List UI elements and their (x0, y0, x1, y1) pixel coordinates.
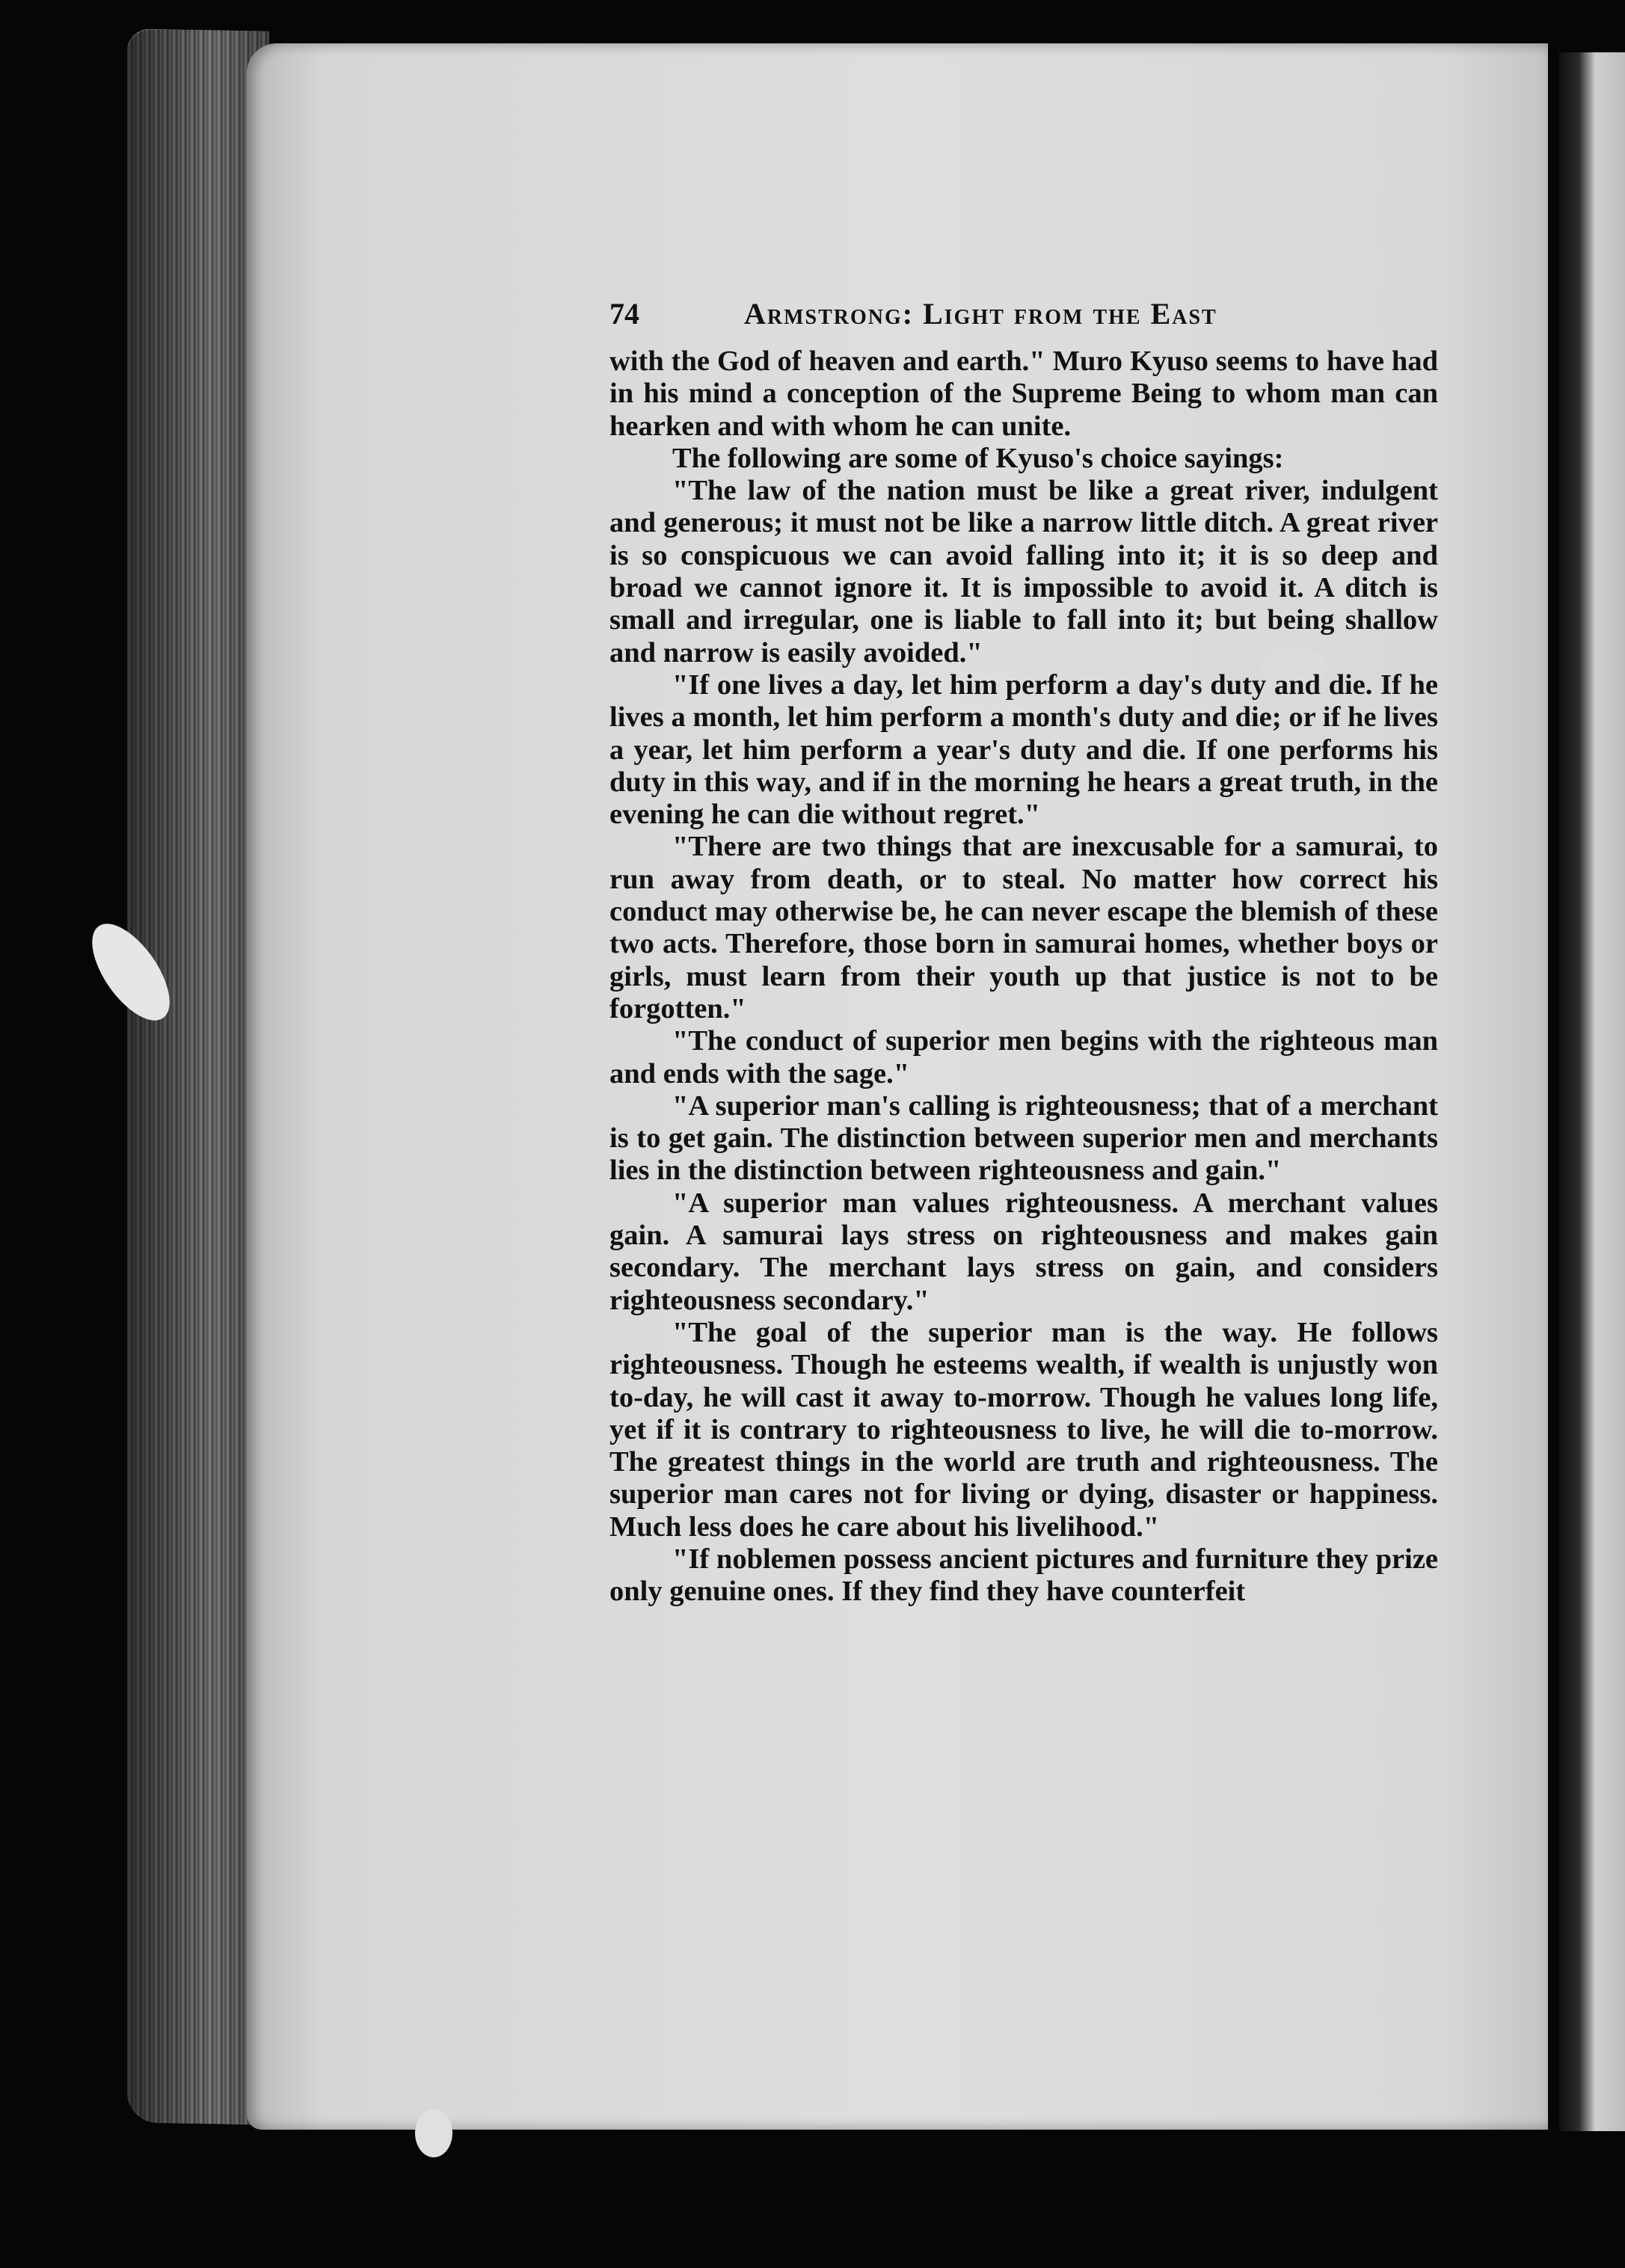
paragraph: "A superior man's calling is righteousness; that of a merchant is to get gain. The distinction between superior men and merchants lies in the distinction between righteousness and gain." (609, 1090, 1438, 1187)
paragraph: "The conduct of superior men begins with the righteous man and ends with the sage." (609, 1025, 1438, 1090)
paragraph: The following are some of Kyuso's choice sayings: (672, 442, 1284, 474)
running-head (609, 298, 1438, 342)
paragraph: "The law of the nation must be like a great river, indulgent and generous; it must not be like a narrow little ditch. A great river is so conspicuous we can avoid falling into it; it is so deep and broad we cannot ignore it. It is impossible to avoid it. A ditch is small and irregular, one is liable to fall into it; but being shallow and narrow is easily avoided." (609, 475, 1438, 669)
paragraph: "A superior man values righteousness. A merchant values gain. A samurai lays stress on righteousness and makes gain secondary. The merchant lays stress on gain, and considers righteousness secondary." (609, 1187, 1438, 1316)
text-column (609, 298, 1438, 1608)
paragraph: "If one lives a day, let him perform a day's duty and die. If he lives a month, let him perform a month's duty and die; or if he lives a year, let him perform a year's duty and die. If one performs his duty in this way, and if in the morning he hears a great truth, in the evening he can die without regret." (609, 669, 1438, 831)
paragraph: "There are two things that are inexcusable for a samurai, to run away from death, or to steal. No matter how correct his conduct may otherwise be, he can never escape the blemish of these two acts. Therefore, those born in samurai homes, whether boys or girls, must learn from their youth up that justice is not to be forgotten." (609, 831, 1438, 1024)
paragraph: with the God of heaven and earth." Muro Kyuso seems to have had in his mind a conception of the Supreme Being to whom man can hearken and with whom he can unite. (609, 345, 1438, 442)
paper-blot-bottom (415, 2109, 452, 2157)
paragraph: "The goal of the superior man is the way. He follows righteousness. Though he esteems wealth, if wealth is unjustly won to-day, he will cast it away to-morrow. Though he values long life, yet if it is contrary to righteousness to live, he will die to-morrow. The greatest things in the world are truth and righteousness. The superior man cares not for living or dying, disaster or happiness. Much less does he care about his livelihood." (609, 1316, 1438, 1543)
right-page-gutter (1559, 52, 1625, 2131)
page-number: 74 (609, 297, 639, 331)
paragraph: "If noblemen possess ancient pictures and furniture they prize only genuine ones. If they find they have counterfeit (609, 1543, 1438, 1608)
running-title: Armstrong: Light from the East (744, 297, 1217, 331)
